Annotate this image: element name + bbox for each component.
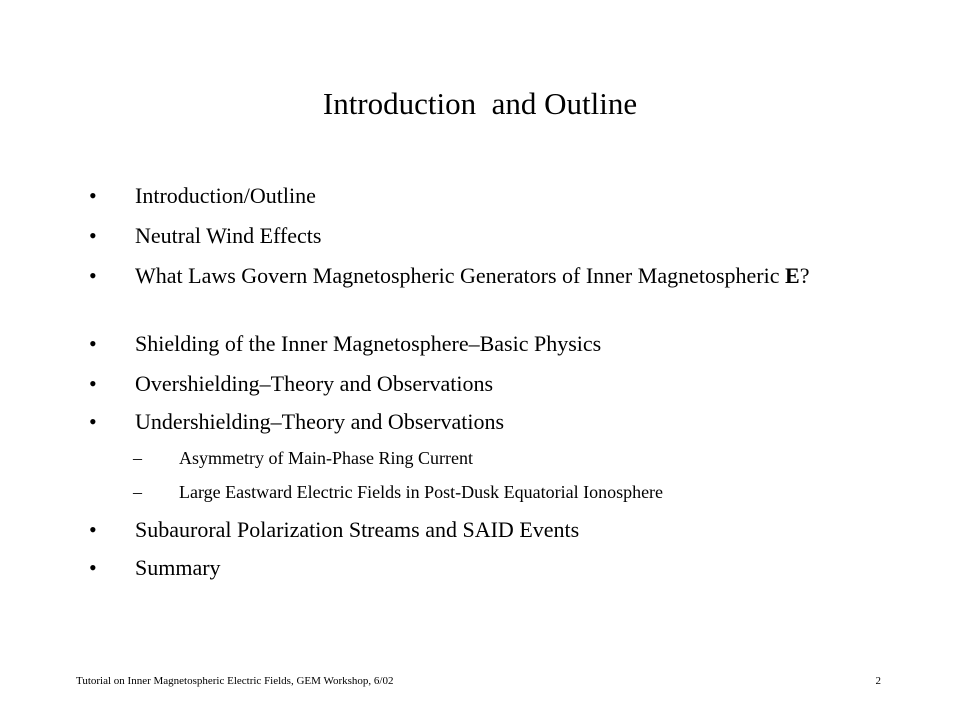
outline-item-text bbox=[135, 262, 855, 290]
outline-item-text: Summary bbox=[135, 555, 221, 580]
outline-item-text: Introduction/Outline bbox=[135, 183, 316, 208]
outline-item-text: Shielding of the Inner Magnetosphere–Basic Physics bbox=[135, 331, 602, 356]
outline-item-text-part: What Laws Govern Magnetospheric Generators of Inner Magnetospheric bbox=[135, 263, 785, 288]
outline-subitem-text: Asymmetry of Main-Phase Ring Current bbox=[179, 448, 473, 468]
bullet-icon: • bbox=[89, 331, 97, 356]
bullet-icon: • bbox=[89, 183, 97, 208]
bullet-icon: • bbox=[89, 263, 97, 288]
outline-item-text: Overshielding–Theory and Observations bbox=[135, 371, 494, 396]
outline-item-text: Neutral Wind Effects bbox=[135, 223, 322, 248]
slide-title: Introduction and Outline bbox=[322, 86, 638, 121]
outline-subitem-text: Large Eastward Electric Fields in Post-Dusk Equatorial Ionosphere bbox=[179, 482, 664, 502]
bullet-icon: • bbox=[89, 409, 97, 434]
dash-icon: – bbox=[133, 448, 142, 468]
outline-item-text: Undershielding–Theory and Observations bbox=[135, 409, 505, 434]
bullet-icon: • bbox=[89, 223, 97, 248]
footer-text: Tutorial on Inner Magnetospheric Electric Fields, GEM Workshop, 6/02 bbox=[76, 675, 394, 687]
electric-field-symbol: E bbox=[785, 263, 800, 288]
outline-item-text: Subauroral Polarization Streams and SAID Events bbox=[135, 517, 580, 542]
bullet-icon: • bbox=[89, 371, 97, 396]
bullet-icon: • bbox=[89, 517, 97, 542]
outline-item-text-part: ? bbox=[799, 263, 810, 288]
bullet-icon: • bbox=[89, 555, 97, 580]
page-number: 2 bbox=[875, 675, 881, 687]
dash-icon: – bbox=[133, 482, 142, 502]
